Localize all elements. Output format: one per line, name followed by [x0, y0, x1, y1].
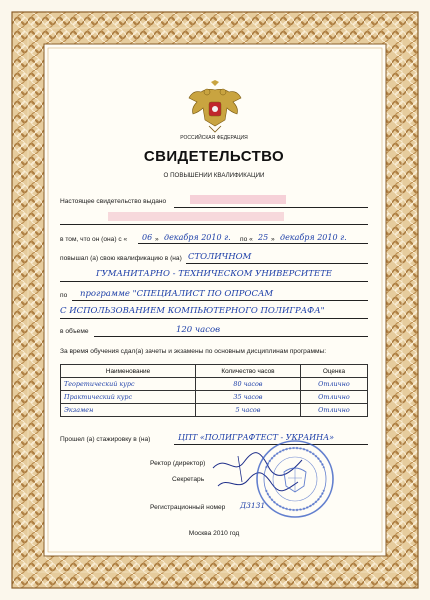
- redacted-name-2: [108, 212, 284, 221]
- issued-to-line: [174, 207, 368, 208]
- footer-city-year: Москва 2010 год: [188, 530, 240, 537]
- certificate-subtitle: О ПОВЫШЕНИИ КВАЛИФИКАЦИИ: [163, 172, 265, 179]
- table-row: Экзамен 5 часов Отлично: [61, 404, 368, 417]
- name-line-2: [60, 224, 368, 225]
- reg-value: Д3131: [240, 501, 266, 510]
- header-grade: Оценка: [300, 365, 367, 378]
- program-label: по: [60, 292, 68, 299]
- exams-text: За время обучения сдал(а) зачеты и экзамены по основным дисциплинам программы:: [60, 348, 327, 355]
- institution-label: повышал (а) свою квалификацию в (на): [60, 255, 182, 262]
- emblem-caption: РОССИЙСКАЯ ФЕДЕРАЦИЯ: [180, 135, 248, 141]
- table-header-row: [61, 365, 368, 378]
- official-stamp: [254, 438, 336, 520]
- issued-to-label: Настоящее свидетельство выдано: [60, 198, 167, 205]
- internship-value: ЦПТ «ПОЛИГРАФТЕСТ - УКРАИНА»: [178, 433, 335, 442]
- reg-label: Регистрационный номер: [150, 504, 226, 511]
- rector-label: Ректор (директор): [150, 460, 206, 467]
- institution-line2: ГУМАНИТАРНО - ТЕХНИЧЕСКОМ УНИВЕРСИТЕТЕ: [95, 269, 332, 279]
- redacted-name: [190, 195, 286, 204]
- period-prefix: в том, что он (она) с «: [60, 236, 128, 243]
- institution-line1: СТОЛИЧНОМ: [188, 252, 252, 262]
- period-day-to: 25: [258, 233, 269, 242]
- program-line1: программе "СПЕЦИАЛИСТ ПО ОПРОСАМ: [80, 289, 274, 299]
- period-to: по «: [240, 236, 253, 243]
- volume-value: 120 часов: [175, 325, 221, 335]
- secretary-label: Секретарь: [172, 476, 205, 483]
- volume-label: в объеме: [60, 328, 89, 335]
- period-day-from: 06: [142, 233, 153, 242]
- grades-table: [60, 364, 368, 417]
- table-row: Теоретический курс 80 часов Отлично: [61, 378, 368, 391]
- program-line2: С ИСПОЛЬЗОВАНИЕМ КОМПЬЮТЕРНОГО ПОЛИГРАФА": [60, 306, 325, 316]
- header-name: Наименование: [61, 365, 196, 378]
- period-month-from: декабря 2010 г.: [164, 233, 231, 242]
- certificate-body: РОССИЙСКАЯ ФЕДЕРАЦИЯ СВИДЕТЕЛЬСТВО О ПОВЫШЕНИИ КВАЛИФИКАЦИИ Настоящее свидетельство выдано в том, что он (она) с « 06 » декабря 2010 г. по « 25 » декабря 2010 г. повышал (а) свою квалификацию в (на) СТОЛИЧНОМ ГУМАНИТАРНО - ТЕХНИЧЕСКОМ УНИВЕРСИТЕТЕ по программе "СПЕЦИАЛИСТ ПО ОПРОСАМ С ИСПОЛЬЗОВАНИЕМ КОМПЬЮТЕРНОГО ПОЛИГРАФА" в объеме 120 часов За время обучения сдал(а) зачеты и экзамены по основным дисциплинам программы: Наименование Количество часов Оценка Теоретический курс 80 часов Отлично Практический курс 35 часов Отлично Экзамен 5 часов Отлично Прошел (а) стажировку в (на) ЦПТ «ПОЛИГРАФТЕСТ - УКРАИНА» Ректор (директор) Секретарь Регистрационный номер Д3131 Москва 2010 год: [58, 62, 370, 562]
- period-month-to: декабря 2010 г.: [280, 233, 347, 242]
- internship-label: Прошел (а) стажировку в (на): [60, 436, 151, 443]
- table-row: Практический курс 35 часов Отлично: [61, 391, 368, 404]
- header-hours: Количество часов: [196, 365, 301, 378]
- certificate-title: СВИДЕТЕЛЬСТВО: [143, 148, 285, 165]
